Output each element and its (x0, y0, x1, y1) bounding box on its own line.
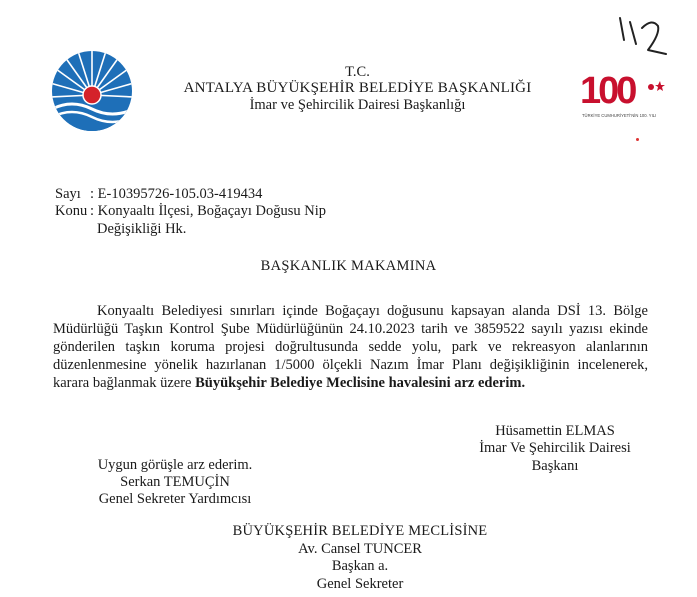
red-dot (636, 138, 639, 141)
signer3-org: BÜYÜKŞEHİR BELEDİYE MECLİSİNE (232, 523, 488, 539)
konu-continuation: Değişikliği Hk. (97, 221, 187, 237)
konu-label: Konu (55, 203, 88, 219)
body-text: Konyaaltı Belediyesi sınırları içinde Boğaçayı doğusunu kapsayan alanda DSİ 13. Bölge Müdürlüğü Taşkın Kontrol Şube Müdürlüğünün 24.10.2023 tarih ve 3859522 sayılı yazısı ekinde gönderilen taşkın koruma projesi doğrultusunda sedde yolu, park ve rekreasyon alanlarının düzenlenmesine yönelik hazırlanan 1/5000 ölçekli Nazım İmar Planı değişikliğinin incelenerek, karara bağlanmak üzere (53, 303, 648, 391)
signer2-title: Genel Sekreter Yardımcısı (98, 491, 252, 507)
signer1-name: Hüsamettin ELMAS (495, 423, 615, 439)
municipality-logo (50, 45, 134, 137)
handwritten-mark (612, 10, 668, 62)
konu-value: : Konyaaltı İlçesi, Boğaçayı Doğusu Nip (90, 203, 326, 219)
header-institution: ANTALYA BÜYÜKŞEHİR BELEDİYE BAŞKANLIĞI (183, 80, 532, 96)
signer3-name: Av. Cansel TUNCER (298, 541, 422, 557)
signer1-title: İmar Ve Şehircilik Dairesi Başkanı (479, 440, 631, 475)
salutation: BAŞKANLIK MAKAMINA (260, 258, 437, 274)
signer2-note: Uygun görüşle arz ederim. (97, 457, 253, 473)
centenary-logo (578, 67, 670, 123)
sayi-value: : E-10395726-105.03-419434 (90, 186, 263, 202)
body-bold-text: Büyükşehir Belediye Meclisine havalesini arz ederim. (195, 375, 526, 391)
centenary-caption: TÜRKİYE CUMHURİYETİ'NİN 100. YILI (582, 113, 657, 118)
signer3-role: Başkan a. (331, 558, 389, 574)
signer3-title: Genel Sekreter (316, 576, 404, 592)
signer2-name: Serkan TEMUÇİN (120, 474, 230, 490)
header-tc: T.C. (345, 64, 370, 80)
sayi-row (55, 185, 262, 203)
body-paragraph (53, 302, 648, 392)
konu-row (55, 202, 326, 220)
header-department: İmar ve Şehircilik Dairesi Başkanlığı (249, 97, 466, 113)
sayi-label: Sayı (55, 186, 81, 202)
svg-text:100: 100 (580, 70, 635, 112)
